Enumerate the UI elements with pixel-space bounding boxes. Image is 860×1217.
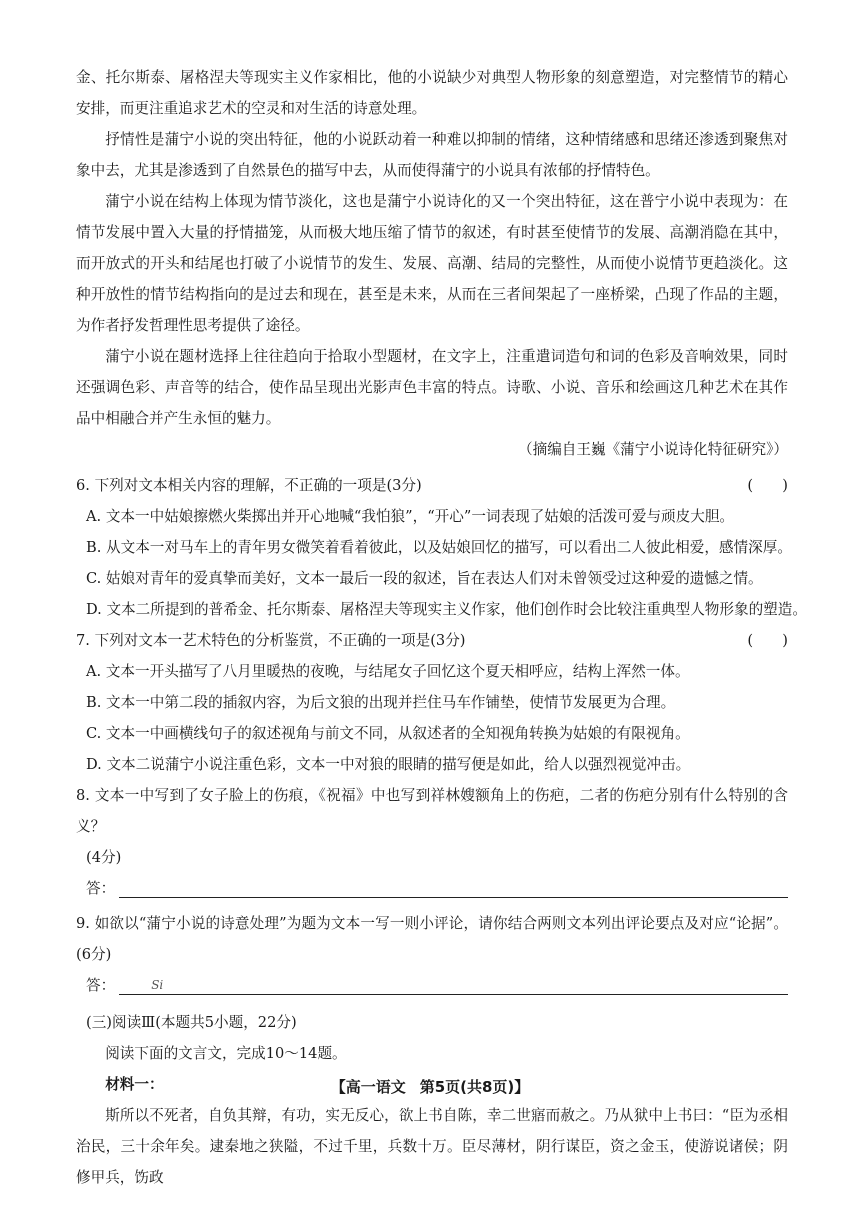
question-7-option-d: D. 文本二说蒲宁小说注重色彩，文本一中对狼的眼睛的描写便是如此，给人以强烈视觉冲击。 (86, 756, 691, 773)
page-footer (0, 1076, 860, 1097)
question-9-stem: 9. 如欲以“蒲宁小说的诗意处理”为题为文本一写一则小评论，请你结合两则文本列出评论要点及对应“论据”。(6分) (76, 915, 788, 963)
essay-paragraph-3: 蒲宁小说在结构上体现为情节淡化，这也是蒲宁小说诗化的又一个突出特征，这在普宁小说中表现为：在情节发展中置入大量的抒情描笼，从而极大地压缩了情节的叙述，有时甚至使情节的发展、高潮消隐在其中，而开放式的开头和结尾也打破了小说情节的发生、发展、高潮、结局的完整性，从而使小说情节更趋淡化。这种开放性的情节结构指向的是过去和现在，甚至是未来，从而在三者间架起了一座桥梁，凸现了作品的主题，为作者抒发哲理性思考提供了途径。 (76, 193, 788, 334)
essay-paragraph-4: 蒲宁小说在题材选择上往往趋向于拾取小型题材，在文字上，注重遣词造句和词的色彩及音响效果，同时还强调色彩、声音等的结合，使作品呈现出光影声色丰富的特点。诗歌、小说、音乐和绘画这几种艺术在其作品中相融合并产生永恒的魅力。 (76, 348, 788, 427)
section-3-heading: (三)阅读Ⅲ(本题共5小题，22分) (86, 1014, 297, 1031)
question-9-answer-rule (119, 974, 788, 995)
question-7-option-a: A. 文本一开头描写了八月里暖热的夜晚，与结尾女子回忆这个夏天相呼应，结构上浑然一体。 (86, 663, 690, 680)
question-7 (76, 625, 788, 656)
question-6-option-c: C. 姑娘对青年的爱真挚而美好，文本一最后一段的叙述，旨在表达人们对未曾领受过这种爱的遗憾之情。 (86, 570, 763, 587)
question-9-answer-line[interactable] (76, 970, 788, 1001)
question-6-stem: 6. 下列对文本相关内容的理解，不正确的一项是(3分) (76, 477, 422, 494)
essay-paragraph-1: 金、托尔斯泰、屠格涅夫等现实主义作家相比，他的小说缺少对典型人物形象的刻意塑造，对完整情节的精心安排，而更注重追求艺术的空灵和对生活的诗意处理。 (76, 69, 788, 117)
essay-source: （摘编自王巍《蒲宁小说诗化特征研究》） (518, 441, 788, 458)
footer-subject: 【高一语文 (330, 1078, 406, 1096)
question-8-score: (4分) (86, 849, 122, 866)
question-8-stem: 8. 文本一中写到了女子脸上的伤痕，《祝福》中也写到祥林嫂额角上的伤疤，二者的伤疤分别有什么特别的含义？ (76, 787, 788, 835)
question-6-option-a: A. 文本一中姑娘擦燃火柴掷出并开心地喊“我怕狼”，“开心”一词表现了姑娘的活泼可爱与顽皮大胆。 (86, 508, 735, 525)
handwritten-mark: Si (151, 978, 164, 992)
question-9-answer-label: 答： (86, 977, 116, 994)
question-6-option-d: D. 文本二所提到的普希金、托尔斯泰、屠格涅夫等现实主义作家，他们创作时会比较注重典型人物形象的塑造。 (86, 601, 807, 618)
material-1-label: 材料一： (105, 1076, 164, 1093)
material-1-text: 斯所以不死者，自负其辩，有功，实无反心，欲上书自陈，幸二世寤而赦之。乃从狱中上书曰：“臣为丞相治民，三十余年矣。逮秦地之狭隘，不过千里，兵数十万。臣尽薄材，阴行谋臣，资之金玉，使游说诸侯；阴修甲兵，饬政 (76, 1107, 788, 1186)
footer-page-number: 第5页(共8页)】 (419, 1078, 530, 1096)
question-6-option-b: B. 从文本一对马车上的青年男女微笑着看着彼此，以及姑娘回忆的描写，可以看出二人彼此相爱，感情深厚。 (86, 539, 792, 556)
question-7-answer-paren: ( ) (747, 632, 788, 649)
question-7-stem: 7. 下列对文本一艺术特色的分析鉴赏，不正确的一项是(3分) (76, 632, 466, 649)
question-8-answer-line[interactable] (76, 873, 788, 904)
question-6 (76, 470, 788, 501)
question-7-option-b: B. 文本一中第二段的插叙内容，为后文狼的出现并拦住马车作铺垫，使情节发展更为合理。 (86, 694, 676, 711)
question-8-answer-rule (119, 877, 788, 898)
essay-block (76, 62, 788, 465)
section-3-instruction: 阅读下面的文言文，完成10～14题。 (105, 1045, 347, 1062)
question-8-answer-label: 答： (86, 880, 116, 897)
essay-paragraph-2: 抒情性是蒲宁小说的突出特征，他的小说跃动着一种难以抑制的情绪，这种情绪感和思绪还渗透到聚焦对象中去，尤其是渗透到了自然景色的描写中去，从而使得蒲宁的小说具有浓郁的抒情特色。 (76, 131, 788, 179)
question-6-answer-paren: ( ) (747, 477, 788, 494)
question-7-option-c: C. 文本一中画横线句子的叙述视角与前文不同，从叙述者的全知视角转换为姑娘的有限视角。 (86, 725, 690, 742)
